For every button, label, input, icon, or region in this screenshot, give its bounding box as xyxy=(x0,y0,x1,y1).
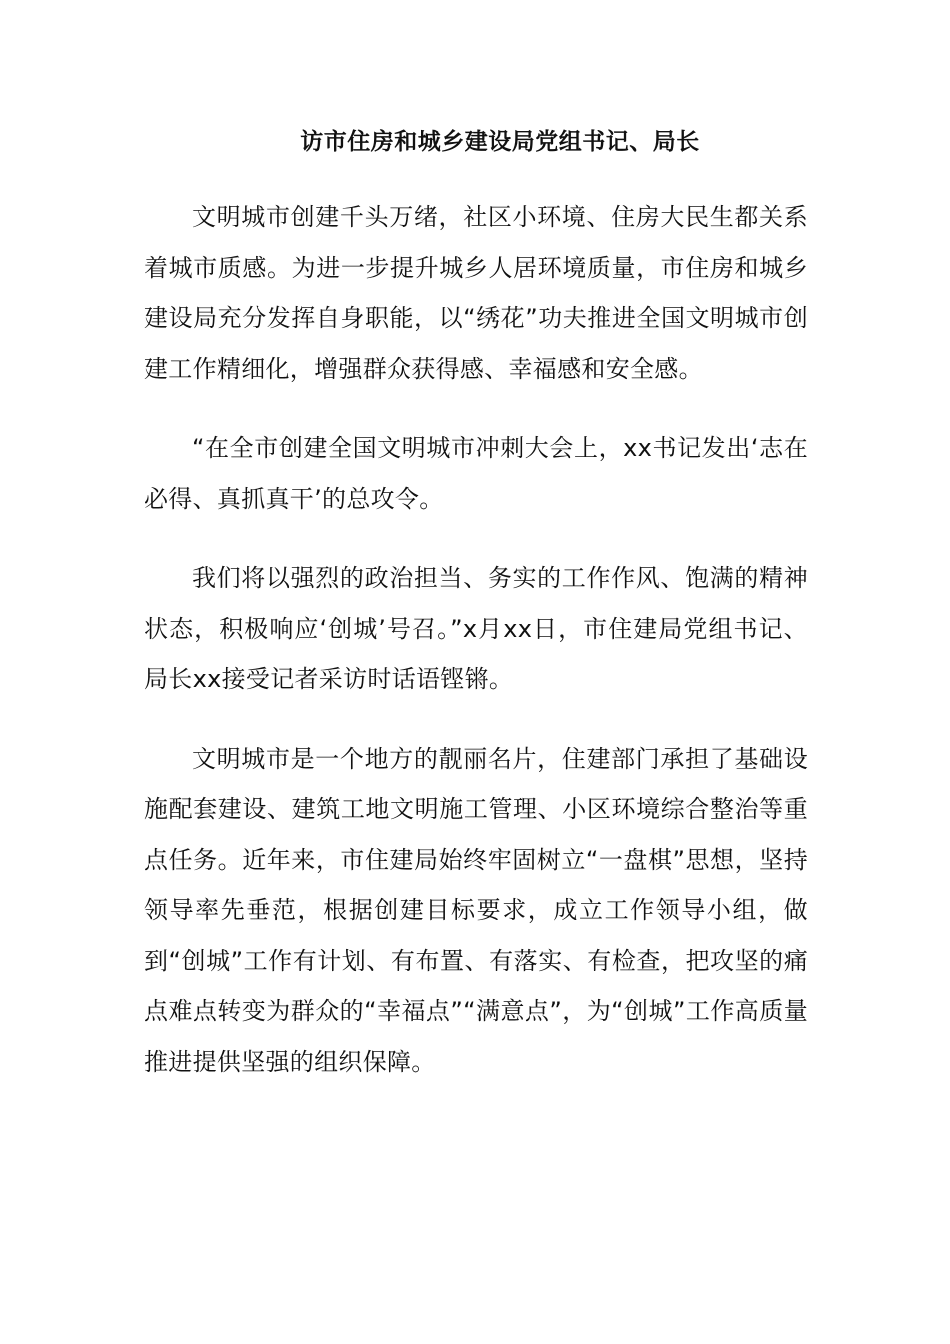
paragraph-2: “在全市创建全国文明城市冲刺大会上，xx书记发出‘志在必得、真抓真干’的总攻令。 xyxy=(144,434,808,513)
document-body xyxy=(144,192,808,1116)
paragraph-3: 我们将以强烈的政治担当、务实的工作作风、饱满的精神状态，积极响应‘创城’号召。”x月xx日，市住建局党组书记、局长xx接受记者采访时话语铿锵。 xyxy=(144,564,808,693)
paragraph-4: 文明城市是一个地方的靓丽名片，住建部门承担了基础设施配套建设、建筑工地文明施工管理、小区环境综合整治等重点任务。近年来，市住建局始终牢固树立“一盘棋”思想，坚持领导率先垂范，根据创建目标要求，成立工作领导小组，做到“创城”工作有计划、有布置、有落实、有检查，把攻坚的痛点难点转变为群众的“幸福点”“满意点”，为“创城”工作高质量推进提供坚强的组织保障。 xyxy=(144,744,808,1076)
paragraph-1: 文明城市创建千头万绪，社区小环境、住房大民生都关系着城市质感。为进一步提升城乡人居环境质量，市住房和城乡建设局充分发挥自身职能，以“绣花”功夫推进全国文明城市创建工作精细化，增强群众获得感、幸福感和安全感。 xyxy=(144,203,808,383)
document-title: 访市住房和城乡建设局党组书记、局长 xyxy=(300,129,700,155)
